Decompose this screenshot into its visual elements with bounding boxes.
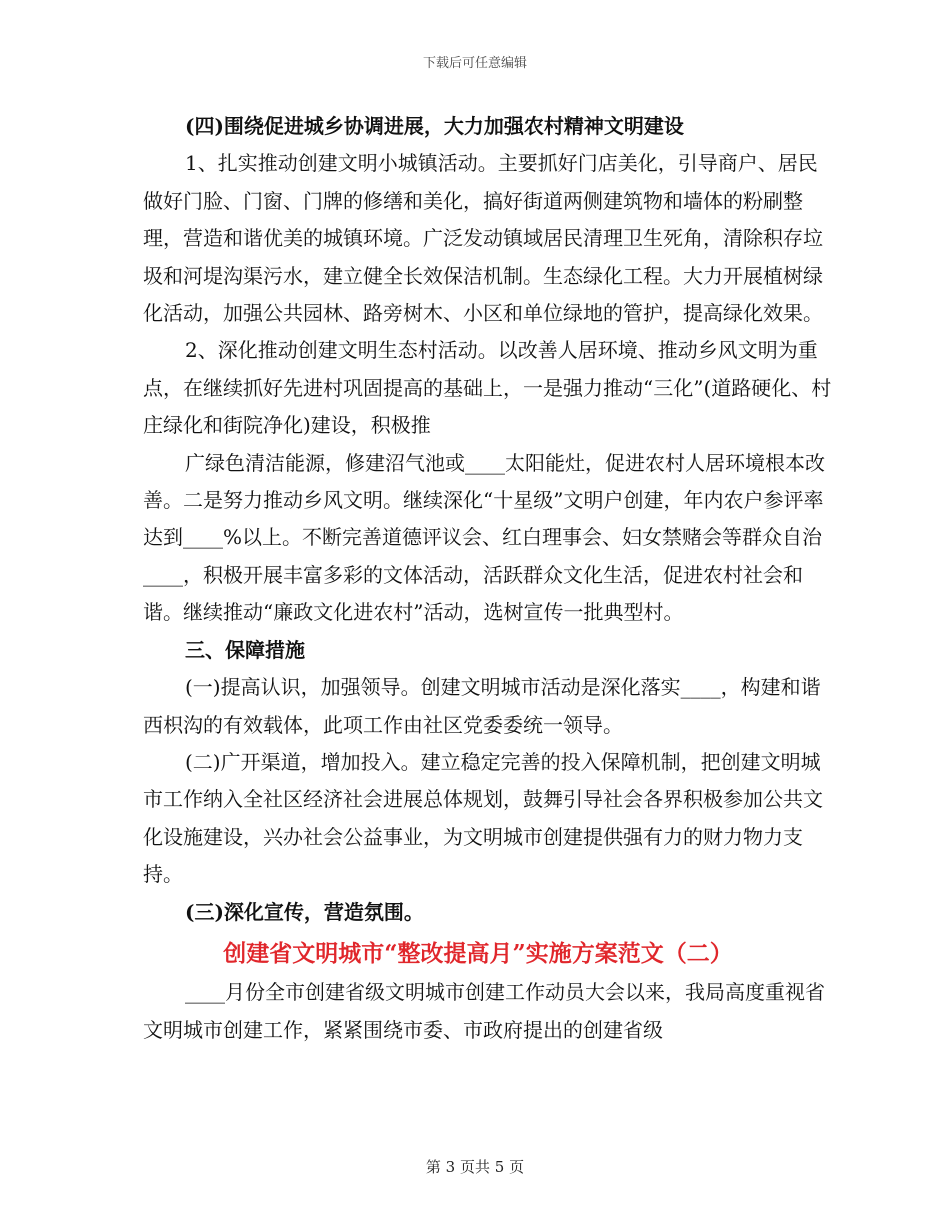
paragraph-small-town: 1、扎实推动创建文明小城镇活动。主要抓好门店美化，引导商户、居民做好门脸、门窗、门牌的修缮和美化，搞好街道两侧建筑物和墙体的粉刷整理，营造和谐优美的城镇环境。广泛发动镇域居民清理卫生死角，清除积存垃圾和河堤沟渠污水，建立健全长效保洁机制。生态绿化工程。大力开展植树绿化活动，加强公共园林、路旁树木、小区和单位绿地的管护，提高绿化效果。 xyxy=(143,151,823,326)
document-body xyxy=(143,108,833,1049)
section-heading-measures: 三、保障措施 xyxy=(185,637,305,662)
page-footer: 第 3 页共 5 页 xyxy=(425,1158,525,1176)
paragraph-leadership: (一)提高认识，加强领导。创建文明城市活动是深化落实____，构建和谐西枳沟的有效载体，此项工作由社区党委委统一领导。 xyxy=(143,675,821,737)
page-header: 下载后可任意编辑 xyxy=(422,56,527,71)
paragraph-green-energy: 广绿色清洁能源，修建沼气池或____太阳能灶，促进农村人居环境根本改善。二是努力推动乡风文明。继续深化“十星级”文明户创建，年内农户参评率达到____%以上。不断完善道德评议会、红白理事会、妇女禁赌会等群众自治____，积极开展丰富多彩的文体活动，活跃群众文化生活，促进农村社会和谐。继续推动“廉政文化进农村”活动，选树宣传一批典型村。 xyxy=(143,450,825,625)
paragraph-eco-village: 2、深化推动创建文明生态村活动。以改善人居环境、推动乡风文明为重点，在继续抓好先进村巩固提高的基础上，一是强力推动“三化”(道路硬化、村庄绿化和街院净化)建设，积极推 xyxy=(143,338,832,438)
paragraph-investment: (二)广开渠道，增加投入。建立稳定完善的投入保障机制，把创建文明城市工作纳入全社区经济社会进展总体规划，鼓舞引导社会各界积极参加公共文化设施建设，兴办社会公益事业，为文明城市创建提供强有力的财力物力支持。 xyxy=(143,749,823,887)
paragraph-intro-2: ____月份全市创建省级文明城市创建工作动员大会以来，我局高度重视省文明城市创建工作，紧紧围绕市委、市政府提出的创建省级 xyxy=(143,980,825,1042)
section-heading-4: (四)围绕促进城乡协调进展，大力加强农村精神文明建设 xyxy=(185,114,684,138)
section-heading-publicity: (三)深化宣传，营造氛围。 xyxy=(185,899,424,924)
document-title-2: 创建省文明城市“整改提高月”实施方案范文（二） xyxy=(223,939,733,967)
